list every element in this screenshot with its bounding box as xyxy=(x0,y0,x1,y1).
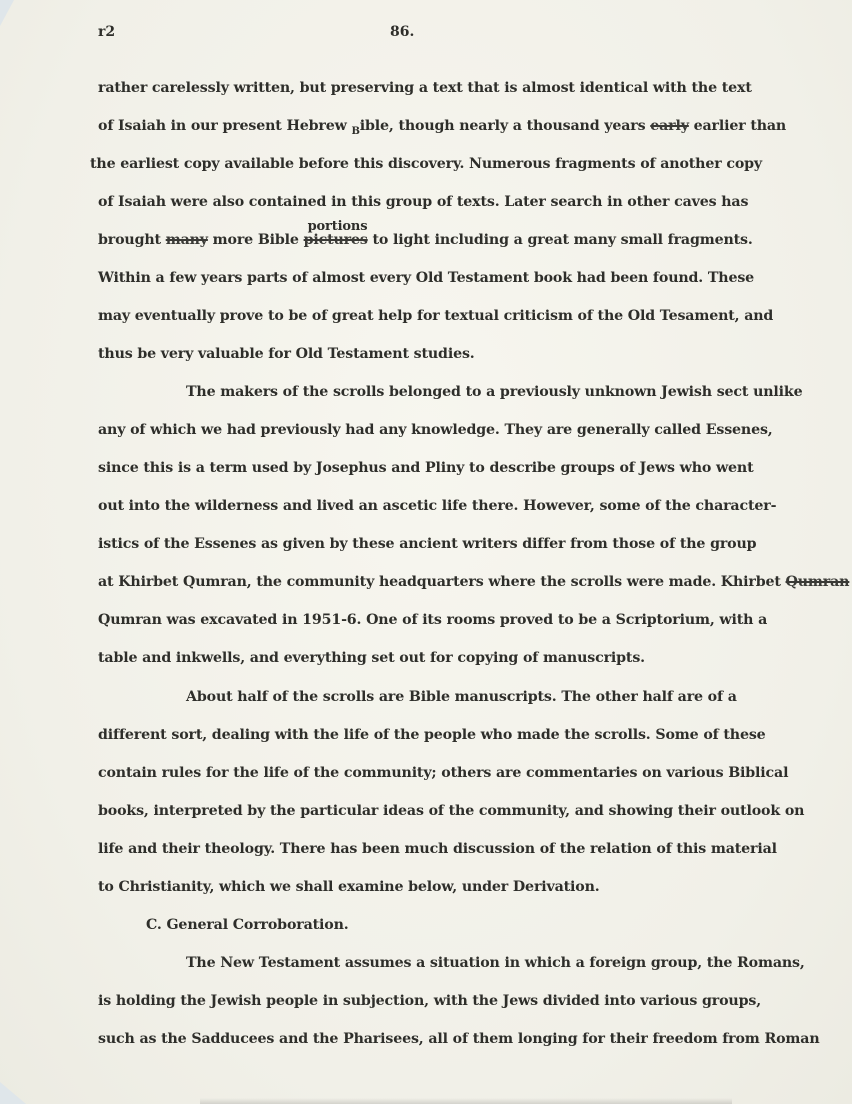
page-corner-fold xyxy=(0,0,14,26)
text-segment: of Isaiah in our present Hebrew xyxy=(98,118,352,134)
handwritten-correction: B xyxy=(351,126,360,137)
paragraph-start: The New Testament assumes a situation in which a foreign group, the Romans, xyxy=(186,955,805,971)
paragraph-start: About half of the scrolls are Bible manuscripts. The other half are of a xyxy=(186,689,737,705)
text-line: since this is a term used by Josephus and Pliny to describe groups of Jews who went xyxy=(98,460,754,476)
text-segment: at Khirbet Qumran, the community headquarters where the scrolls were made. Khirbet xyxy=(98,574,786,590)
struck-word: early xyxy=(650,118,689,134)
text-line: such as the Sadducees and the Pharisees, all of them longing for their freedom from Roman xyxy=(98,1031,820,1047)
text-line: thus be very valuable for Old Testament studies. xyxy=(98,346,475,362)
text-line: Within a few years parts of almost every Old Testament book had been found. These xyxy=(98,270,755,286)
text-line xyxy=(98,118,786,137)
text-line: istics of the Essenes as given by these ancient writers differ from those of the group xyxy=(98,536,757,552)
struck-word: pictures xyxy=(303,232,368,248)
page-number: 86. xyxy=(390,24,415,40)
struck-word: Qumran xyxy=(785,574,850,590)
text-line: life and their theology. There has been much discussion of the relation of this material xyxy=(98,841,777,857)
text-segment: ible, though nearly a thousand years xyxy=(359,118,651,134)
text-line: the earliest copy available before this discovery. Numerous fragments of another copy xyxy=(90,156,762,172)
text-segment: more Bible xyxy=(207,232,304,248)
section-heading: C. General Corroboration. xyxy=(146,917,349,933)
paragraph-start: The makers of the scrolls belonged to a previously unknown Jewish sect unlike xyxy=(186,384,803,400)
text-line: contain rules for the life of the community; others are commentaries on various Biblical xyxy=(98,765,789,781)
text-line: rather carelessly written, but preserving a text that is almost identical with the text xyxy=(98,80,752,96)
text-segment: to light including a great many small fragments. xyxy=(367,232,753,248)
text-line: different sort, dealing with the life of the people who made the scrolls. Some of these xyxy=(98,727,766,743)
text-segment: earlier than xyxy=(688,118,787,134)
text-line: may eventually prove to be of great help for textual criticism of the Old Tesament, and xyxy=(98,308,774,324)
text-line: to Christianity, which we shall examine below, under Derivation. xyxy=(98,879,600,895)
text-line: is holding the Jewish people in subjection, with the Jews divided into various groups, xyxy=(98,993,761,1009)
correction-group xyxy=(303,219,368,248)
page-corner-fold xyxy=(0,1082,26,1104)
inserted-word: portions xyxy=(307,219,368,234)
text-line xyxy=(98,219,753,248)
text-line: books, interpreted by the particular ideas of the community, and showing their outlook on xyxy=(98,803,805,819)
page-edge-shadow xyxy=(200,1098,732,1104)
text-line: of Isaiah were also contained in this group of texts. Later search in other caves has xyxy=(98,194,749,210)
struck-word: many xyxy=(165,232,208,248)
text-line: table and inkwells, and everything set out for copying of manuscripts. xyxy=(98,650,645,666)
text-line xyxy=(98,574,849,590)
text-line: out into the wilderness and lived an ascetic life there. However, some of the character- xyxy=(98,498,777,514)
text-line: Qumran was excavated in 1951-6. One of its rooms proved to be a Scriptorium, with a xyxy=(98,612,768,628)
text-line: any of which we had previously had any knowledge. They are generally called Essenes, xyxy=(98,422,773,438)
text-segment: brought xyxy=(98,232,166,248)
section-marker: r2 xyxy=(98,24,116,40)
